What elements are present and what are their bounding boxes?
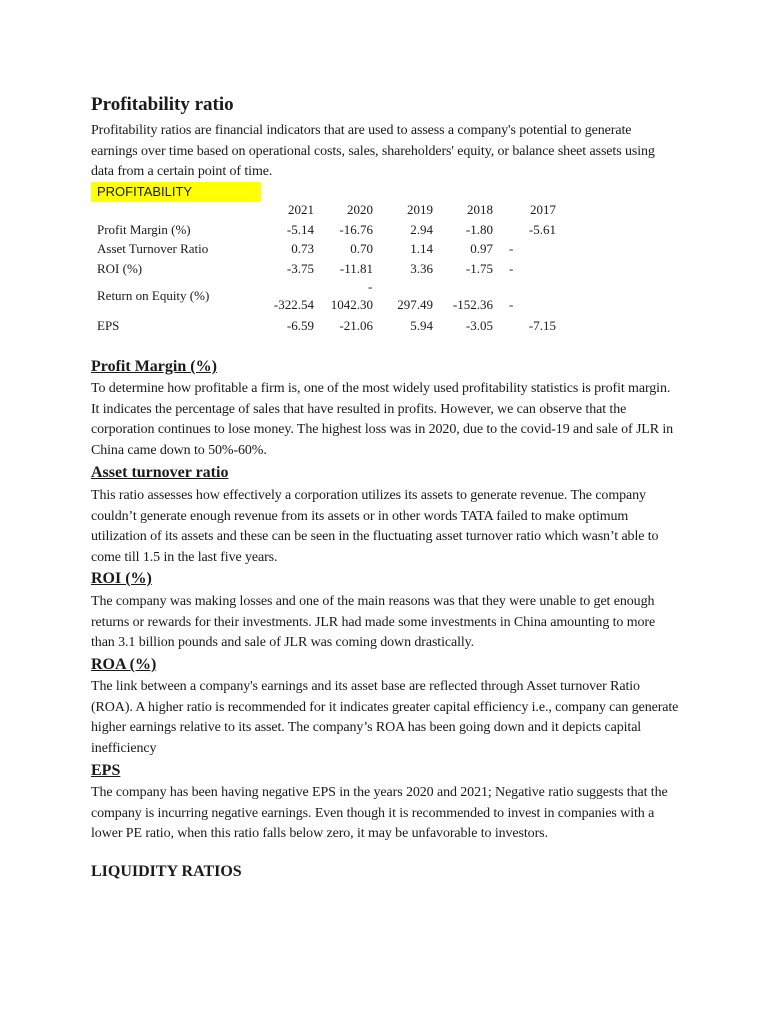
table-cell: -11.81: [339, 261, 373, 276]
page-title: Profitability ratio: [91, 94, 234, 115]
section-body-roi: The company was making losses and one of the main reasons was that they were unable to get enough returns or rewards for their investments. JLR had made some investments in China amounting to more than 3.1 billion pounds and sale of JLR was coming down drastically.: [91, 594, 656, 650]
year-header: 2021: [288, 202, 314, 217]
table-cell: -3.05: [465, 318, 493, 333]
section-body-eps: The company has been having negative EPS in the years 2020 and 2021; Negative ratio suggests that the company is incurring negative earnings. Even though it is recommended to invest in companies with a lower PE ratio, when this ratio falls below zero, it may be unfavorable to investors.: [91, 785, 668, 841]
table-cell: -21.06: [339, 318, 373, 333]
row-label: Profit Margin (%): [97, 222, 191, 237]
year-header: 2020: [347, 202, 373, 217]
row-label: ROI (%): [97, 261, 143, 276]
profitability-table: [91, 181, 571, 341]
row-label: EPS: [97, 318, 120, 333]
table-cell: -322.54: [273, 297, 314, 312]
table-cell-wrap-dash: -: [368, 279, 373, 294]
table-cell: -152.36: [452, 297, 493, 312]
table-cell: -7.15: [528, 318, 556, 333]
section-body-asset-turnover: This ratio assesses how effectively a corporation utilizes its assets to generate revenue. The company couldn’t generate enough revenue from its assets or in other words TATA failed to make optimum utilization of its assets and these can be seen in the fluctuating asset turnover ratio which wasn’t able to come till 1.5 in the last five years.: [91, 488, 659, 565]
table-cell: 0.73: [291, 241, 314, 256]
row-label: Asset Turnover Ratio: [97, 241, 209, 256]
table-cell: -: [509, 241, 514, 256]
table-cell: 3.36: [410, 261, 433, 276]
section-body-roa: The link between a company's earnings and its asset base are reflected through Asset turnover Ratio (ROA). A higher ratio is recommended for it indicates greater capital efficiency i.e., company can generate higher earnings relative to its asset. The company’s ROA has been going down and it depicts capital inefficiency: [91, 679, 679, 756]
year-header: 2018: [467, 202, 493, 217]
intro-paragraph: Profitability ratios are financial indicators that are used to assess a company's potential to generate earnings over time based on operational costs, sales, shareholders' equity, or balance sheet assets using data from a certain point of time.: [91, 123, 655, 179]
table-cell: -6.59: [286, 318, 314, 333]
section-heading-roa: ROA (%): [91, 656, 157, 673]
year-header: 2019: [407, 202, 433, 217]
section-heading-roi: ROI (%): [91, 570, 152, 587]
section-body-profit-margin: To determine how profitable a firm is, one of the most widely used profitability statistics is profit margin. It indicates the percentage of sales that have resulted in profits. However, we can observe that the corporation continues to lose money. The highest loss was in 2020, due to the covid-19 and sale of JLR in China came down to 50%-60%.: [91, 381, 674, 458]
table-heading-highlight: [91, 182, 261, 202]
table-cell: -: [509, 297, 514, 312]
table-cell: 5.94: [410, 318, 433, 333]
table-cell: -16.76: [339, 222, 373, 237]
section-heading-eps: EPS: [91, 762, 121, 779]
table-cell: -: [509, 261, 514, 276]
table-cell: -1.75: [465, 261, 493, 276]
table-heading: PROFITABILITY: [97, 184, 193, 199]
table-cell: -5.14: [286, 222, 314, 237]
table-cell: 0.70: [350, 241, 373, 256]
section-heading-asset-turnover: Asset turnover ratio: [91, 464, 229, 481]
section-heading-liquidity: LIQUIDITY RATIOS: [91, 863, 242, 880]
table-cell: 297.49: [397, 297, 433, 312]
table-cell: 0.97: [470, 241, 493, 256]
section-heading-profit-margin: Profit Margin (%): [91, 358, 217, 375]
table-cell: 1.14: [410, 241, 433, 256]
table-cell: -3.75: [286, 261, 314, 276]
table-cell: 2.94: [410, 222, 433, 237]
table-cell: -5.61: [528, 222, 556, 237]
table-cell: -1.80: [465, 222, 493, 237]
table-cell: 1042.30: [330, 297, 373, 312]
year-header: 2017: [530, 202, 556, 217]
row-label: Return on Equity (%): [97, 288, 210, 303]
